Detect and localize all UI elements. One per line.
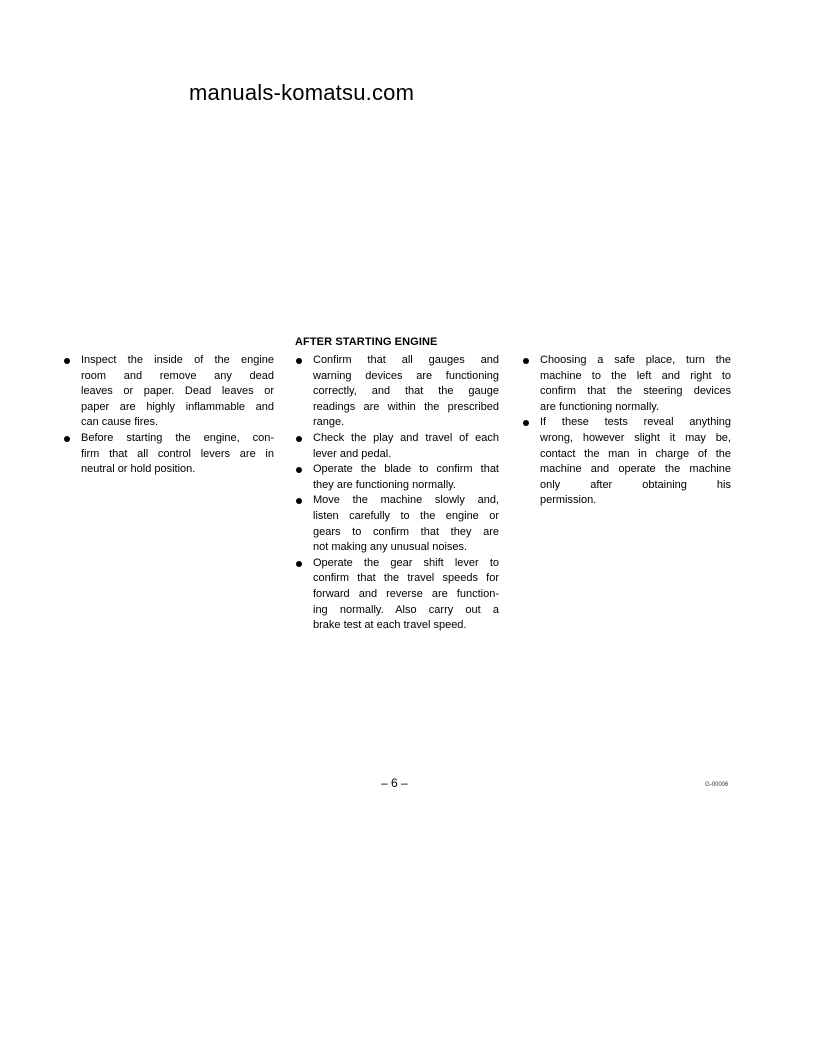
text-line: leaves or paper. Dead leaves or (81, 385, 274, 398)
text-line: are functioning normally. (540, 400, 660, 413)
watermark-text: manuals-komatsu.com (189, 80, 415, 105)
bullet-item (296, 493, 499, 555)
text-line: confirm that the steering devices (540, 385, 731, 398)
bullet-item (523, 415, 731, 509)
text-line: gears to confirm that they are (313, 525, 499, 538)
bullet-icon (523, 420, 529, 426)
column-1 (64, 353, 274, 478)
text-line: Move the machine slowly and, (313, 494, 499, 507)
bullet-item (64, 353, 274, 431)
section-heading: AFTER STARTING ENGINE (295, 336, 438, 348)
bullet-item (296, 462, 499, 493)
text-line: Check the play and travel of each (313, 431, 499, 444)
text-line: brake test at each travel speed. (313, 619, 467, 632)
bullet-icon (64, 436, 70, 442)
text-line: neutral or hold position. (81, 463, 196, 476)
text-line: only after obtaining his (540, 478, 731, 491)
bullet-icon (64, 358, 70, 364)
text-line: can cause fires. (81, 416, 159, 429)
text-line: paper are highly inflammable and (81, 400, 274, 413)
text-line: range. (313, 416, 345, 429)
text-line: machine to the left and right to (540, 369, 731, 382)
column-3 (523, 353, 731, 509)
column-2 (296, 353, 499, 634)
text-line: machine and operate the machine (540, 463, 731, 476)
page-number: – 6 – (381, 776, 408, 790)
text-line: Before starting the engine, con- (81, 431, 274, 444)
bullet-item (296, 556, 499, 634)
text-line: correctly, and that the gauge (313, 385, 499, 398)
text-line: If these tests reveal anything (540, 416, 731, 429)
text-line: permission. (540, 494, 597, 507)
text-line: Operate the gear shift lever to (313, 556, 499, 569)
text-line: contact the man in charge of the (540, 447, 731, 460)
document-code: G-00006 (705, 782, 729, 788)
text-line: listen carefully to the engine or (313, 509, 499, 522)
bullet-icon (296, 358, 302, 364)
bullet-icon (296, 436, 302, 442)
bullet-icon (296, 467, 302, 473)
text-line: confirm that the travel speeds for (313, 572, 499, 585)
text-line: they are functioning normally. (313, 478, 456, 491)
text-line: lever and pedal. (313, 447, 392, 460)
text-line: room and remove any dead (81, 369, 274, 382)
text-line: ing normally. Also carry out a (313, 603, 499, 616)
text-line: Operate the blade to confirm that (313, 463, 499, 476)
text-line: readings are within the prescribed (313, 400, 499, 413)
bullet-icon (296, 561, 302, 567)
text-line: wrong, however slight it may be, (540, 431, 731, 444)
text-line: not making any unusual noises. (313, 541, 468, 554)
bullet-item (296, 431, 499, 462)
bullet-item (523, 353, 731, 415)
text-line: Inspect the inside of the engine (81, 354, 274, 366)
text-line: warning devices are functioning (313, 369, 499, 382)
text-line: forward and reverse are function- (313, 587, 499, 600)
text-line: Choosing a safe place, turn the (540, 354, 731, 366)
bullet-item (296, 353, 499, 431)
text-line: firm that all control levers are in (81, 447, 274, 460)
text-line: Confirm that all gauges and (313, 354, 499, 366)
bullet-item (64, 431, 274, 478)
bullet-icon (296, 498, 302, 504)
bullet-icon (523, 358, 529, 364)
